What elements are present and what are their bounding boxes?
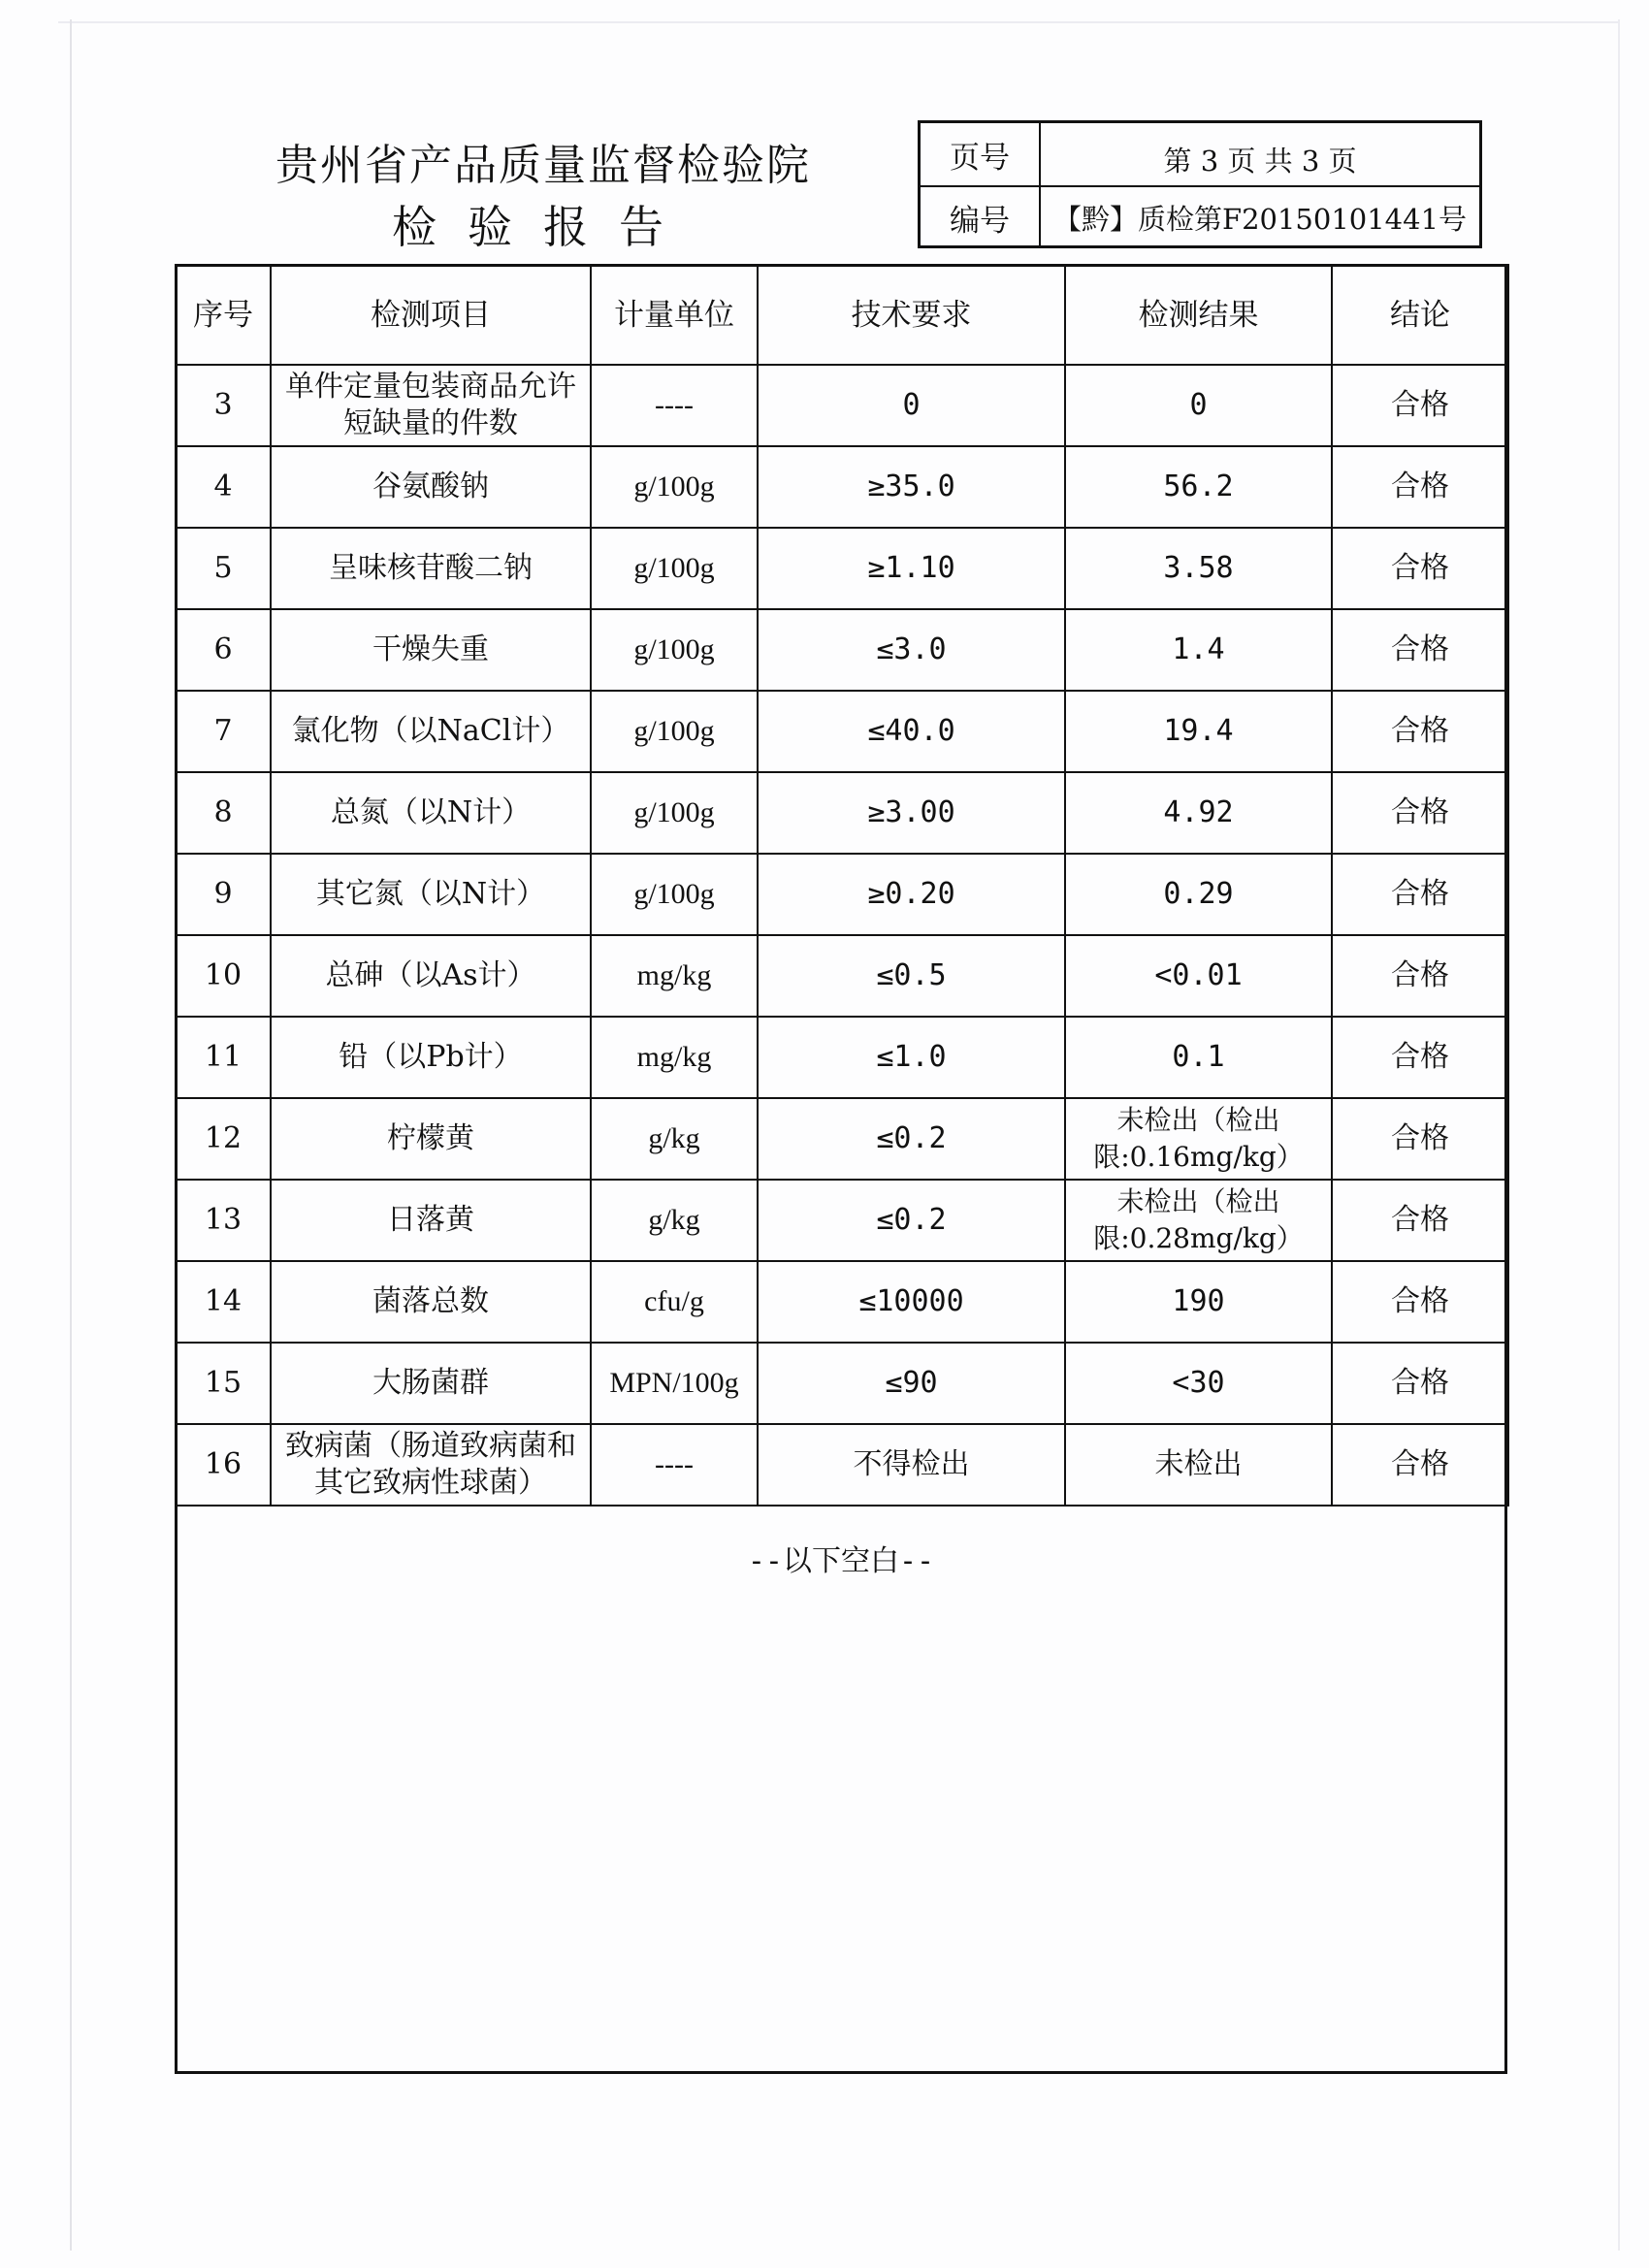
number-label: 编号 — [921, 186, 1041, 248]
cell-requirement: 不得检出 — [758, 1424, 1065, 1506]
cell-result: 3.58 — [1065, 528, 1332, 609]
cell-requirement: ≤0.2 — [758, 1098, 1065, 1180]
report-info-box — [918, 120, 1482, 248]
cell-requirement: ≤90 — [758, 1343, 1065, 1424]
cell-requirement: ≤40.0 — [758, 691, 1065, 772]
cell-result: 4.92 — [1065, 772, 1332, 854]
cell-no: 13 — [176, 1180, 271, 1261]
cell-unit: mg/kg — [591, 935, 758, 1017]
cell-no: 8 — [176, 772, 271, 854]
cell-unit: g/100g — [591, 854, 758, 935]
cell-conclusion: 合格 — [1332, 935, 1508, 1017]
table-row — [176, 1098, 1508, 1180]
page-value: 第 3 页 共 3 页 — [1163, 145, 1357, 178]
cell-unit: mg/kg — [591, 1017, 758, 1098]
cell-conclusion: 合格 — [1332, 854, 1508, 935]
col-header-conclusion: 结论 — [1332, 265, 1508, 365]
cell-item: 干燥失重 — [271, 609, 591, 691]
scan-edge-top — [58, 21, 1620, 23]
cell-no: 5 — [176, 528, 271, 609]
page-label: 页号 — [921, 123, 1041, 185]
cell-unit: g/100g — [591, 772, 758, 854]
cell-conclusion: 合格 — [1332, 1180, 1508, 1261]
table-row — [176, 1017, 1508, 1098]
cell-unit: MPN/100g — [591, 1343, 758, 1424]
cell-conclusion: 合格 — [1332, 772, 1508, 854]
cell-no: 4 — [176, 446, 271, 528]
cell-conclusion: 合格 — [1332, 1424, 1508, 1506]
cell-conclusion: 合格 — [1332, 691, 1508, 772]
cell-conclusion: 合格 — [1332, 528, 1508, 609]
cell-conclusion: 合格 — [1332, 1098, 1508, 1180]
cell-conclusion: 合格 — [1332, 1261, 1508, 1343]
cell-no: 3 — [176, 365, 271, 446]
page-row — [921, 123, 1479, 187]
table-row — [176, 691, 1508, 772]
cell-conclusion: 合格 — [1332, 609, 1508, 691]
table-row — [176, 528, 1508, 609]
cell-requirement: ≥1.10 — [758, 528, 1065, 609]
cell-requirement: ≥35.0 — [758, 446, 1065, 528]
table-row — [176, 854, 1508, 935]
cell-no: 14 — [176, 1261, 271, 1343]
cell-item: 氯化物（以NaCl计） — [271, 691, 591, 772]
cell-item: 呈味核苷酸二钠 — [271, 528, 591, 609]
report-title: 检验报告 — [392, 201, 695, 253]
cell-item: 日落黄 — [271, 1180, 591, 1261]
cell-no: 6 — [176, 609, 271, 691]
cell-result: 19.4 — [1065, 691, 1332, 772]
table-row — [176, 1343, 1508, 1424]
cell-no: 9 — [176, 854, 271, 935]
cell-unit: g/kg — [591, 1098, 758, 1180]
cell-requirement: ≤1.0 — [758, 1017, 1065, 1098]
col-header-no: 序号 — [176, 265, 271, 365]
cell-no: 10 — [176, 935, 271, 1017]
cell-requirement: ≤10000 — [758, 1261, 1065, 1343]
cell-no: 12 — [176, 1098, 271, 1180]
scan-edge-left — [70, 19, 72, 2251]
table-row — [176, 1180, 1508, 1261]
cell-conclusion: 合格 — [1332, 446, 1508, 528]
col-header-item: 检测项目 — [271, 265, 591, 365]
cell-result: 未检出（检出限:0.28mg/kg） — [1065, 1180, 1332, 1261]
cell-item: 柠檬黄 — [271, 1098, 591, 1180]
table-row — [176, 772, 1508, 854]
table-row — [176, 1424, 1508, 1506]
cell-requirement: ≤0.5 — [758, 935, 1065, 1017]
cell-result: 未检出（检出限:0.16mg/kg） — [1065, 1098, 1332, 1180]
cell-no: 15 — [176, 1343, 271, 1424]
cell-no: 7 — [176, 691, 271, 772]
cell-unit: g/100g — [591, 528, 758, 609]
cell-unit: ---- — [591, 365, 758, 446]
number-row — [921, 186, 1479, 248]
cell-requirement: ≥0.20 — [758, 854, 1065, 935]
cell-item: 总砷（以As计） — [271, 935, 591, 1017]
cell-requirement: ≤0.2 — [758, 1180, 1065, 1261]
cell-result: <30 — [1065, 1343, 1332, 1424]
scan-edge-right — [1618, 19, 1620, 2251]
table-row — [176, 1261, 1508, 1343]
col-header-requirement: 技术要求 — [758, 265, 1065, 365]
results-table — [175, 264, 1509, 1507]
cell-result: 未检出 — [1065, 1424, 1332, 1506]
cell-result: 0.1 — [1065, 1017, 1332, 1098]
cell-unit: g/100g — [591, 609, 758, 691]
cell-result: <0.01 — [1065, 935, 1332, 1017]
table-row — [176, 935, 1508, 1017]
cell-unit: g/100g — [591, 446, 758, 528]
table-row — [176, 365, 1508, 446]
cell-item: 其它氮（以N计） — [271, 854, 591, 935]
table-row — [176, 609, 1508, 691]
cell-no: 11 — [176, 1017, 271, 1098]
org-name: 贵州省产品质量监督检验院 — [275, 141, 811, 190]
cell-result: 0.29 — [1065, 854, 1332, 935]
col-header-result: 检测结果 — [1065, 265, 1332, 365]
cell-unit: g/kg — [591, 1180, 758, 1261]
cell-no: 16 — [176, 1424, 271, 1506]
cell-conclusion: 合格 — [1332, 365, 1508, 446]
cell-item: 致病菌（肠道致病菌和其它致病性球菌） — [271, 1424, 591, 1506]
col-header-unit: 计量单位 — [591, 265, 758, 365]
cell-requirement: ≥3.00 — [758, 772, 1065, 854]
cell-item: 总氮（以N计） — [271, 772, 591, 854]
cell-item: 谷氨酸钠 — [271, 446, 591, 528]
blank-below-note: --以下空白-- — [747, 1544, 935, 1578]
cell-result: 56.2 — [1065, 446, 1332, 528]
report-number: 【黔】质检第F20150101441号 — [1052, 202, 1468, 236]
cell-unit: ---- — [591, 1424, 758, 1506]
cell-unit: g/100g — [591, 691, 758, 772]
cell-conclusion: 合格 — [1332, 1343, 1508, 1424]
cell-result: 1.4 — [1065, 609, 1332, 691]
table-row — [176, 446, 1508, 528]
cell-result: 0 — [1065, 365, 1332, 446]
cell-item: 单件定量包装商品允许短缺量的件数 — [271, 365, 591, 446]
table-header-row — [176, 265, 1508, 365]
cell-requirement: ≤3.0 — [758, 609, 1065, 691]
cell-item: 铅（以Pb计） — [271, 1017, 591, 1098]
cell-unit: cfu/g — [591, 1261, 758, 1343]
cell-result: 190 — [1065, 1261, 1332, 1343]
cell-item: 菌落总数 — [271, 1261, 591, 1343]
cell-conclusion: 合格 — [1332, 1017, 1508, 1098]
cell-requirement: 0 — [758, 365, 1065, 446]
cell-item: 大肠菌群 — [271, 1343, 591, 1424]
